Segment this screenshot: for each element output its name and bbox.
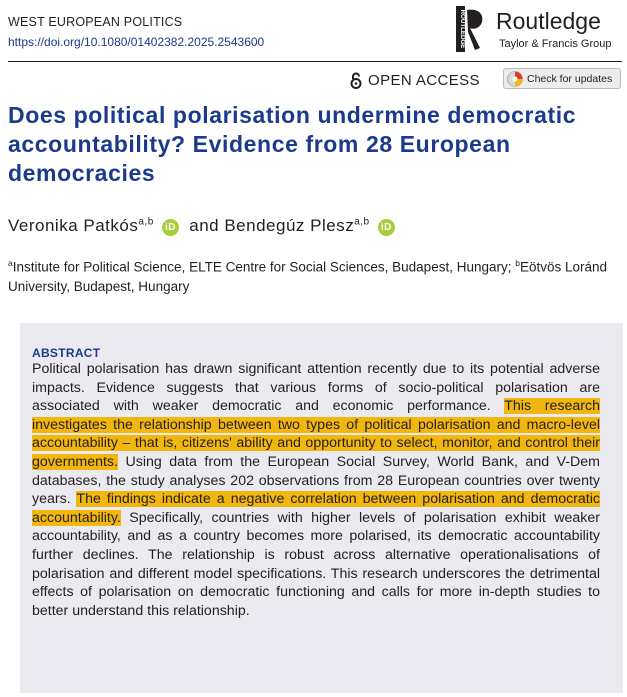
open-lock-icon	[350, 72, 362, 89]
check-for-updates-button[interactable]	[503, 68, 621, 89]
highlighted-text: This research investigates the relationship between two types of political polarisation and macro-level accountability – that is, citizens' ability and opportunity to select, monitor, and control their governments.	[32, 398, 600, 470]
abstract-segment: Specifically, countries with higher levels of polarisation exhibit weaker accountability, and as a country becomes more polarised, its democratic accountability further declines. The relationship is robust across alternative operationalisations of polarisation and different model specifications. This research underscores the detrimental effects of polarisation on democratic functioning and calls for more in-depth studies to better understand this relationship.	[32, 509, 600, 619]
author-name[interactable]: Veronika Patkós	[8, 216, 139, 235]
affiliations	[8, 254, 623, 296]
author-list	[8, 216, 400, 236]
orcid-icon[interactable]: iD	[378, 219, 395, 236]
abstract-segment: Political polarisation has drawn significant attention recently due to its potential adverse impacts. Evidence suggests that various forms of socio-political polarisation are associated with weaker democratic and economic performance.	[32, 361, 600, 415]
header-divider	[8, 61, 622, 62]
publisher-name: Routledge	[496, 8, 601, 34]
publisher-subtitle: Taylor & Francis Group	[499, 38, 612, 50]
author-name[interactable]: Bendegúz Plesz	[224, 216, 355, 235]
author-conjunction: and	[189, 216, 220, 235]
crossmark-icon	[507, 71, 523, 87]
affiliation-b: Eötvös Loránd University, Budapest, Hungary	[8, 259, 608, 294]
author-affiliation-marks: a,b	[138, 216, 154, 228]
abstract-heading: ABSTRACT	[32, 346, 101, 360]
author-affiliation-marks: a,b	[354, 216, 370, 228]
highlighted-text: The findings indicate a negative correlation between polarisation and democratic accountability.	[32, 491, 600, 526]
journal-name: WEST EUROPEAN POLITICS	[8, 15, 183, 29]
article-title: Does political polarisation undermine democratic accountability? Evidence from 28 European democracies	[8, 102, 577, 186]
check-for-updates-label: Check for updates	[527, 72, 613, 85]
orcid-icon[interactable]: iD	[162, 219, 179, 236]
abstract-text	[32, 360, 600, 620]
doi-link[interactable]: https://doi.org/10.1080/01402382.2025.2543600	[8, 35, 265, 49]
open-access-label: OPEN ACCESS	[368, 72, 480, 89]
svg-text:ROUTLEDGE: ROUTLEDGE	[459, 9, 467, 49]
publisher-logo	[456, 4, 622, 54]
affiliation-mark: b	[515, 258, 520, 268]
affiliation-a: Institute for Political Science, ELTE Centre for Social Sciences, Budapest, Hungary;	[12, 259, 512, 275]
abstract-segment: Using data from the European Social Survey, World Bank, and V-Dem databases, the study analyses 202 observations from 28 European countries over twenty years.	[32, 453, 600, 508]
affiliation-mark: a	[8, 258, 13, 268]
routledge-logo-icon	[456, 6, 486, 52]
open-access-badge	[350, 72, 480, 89]
